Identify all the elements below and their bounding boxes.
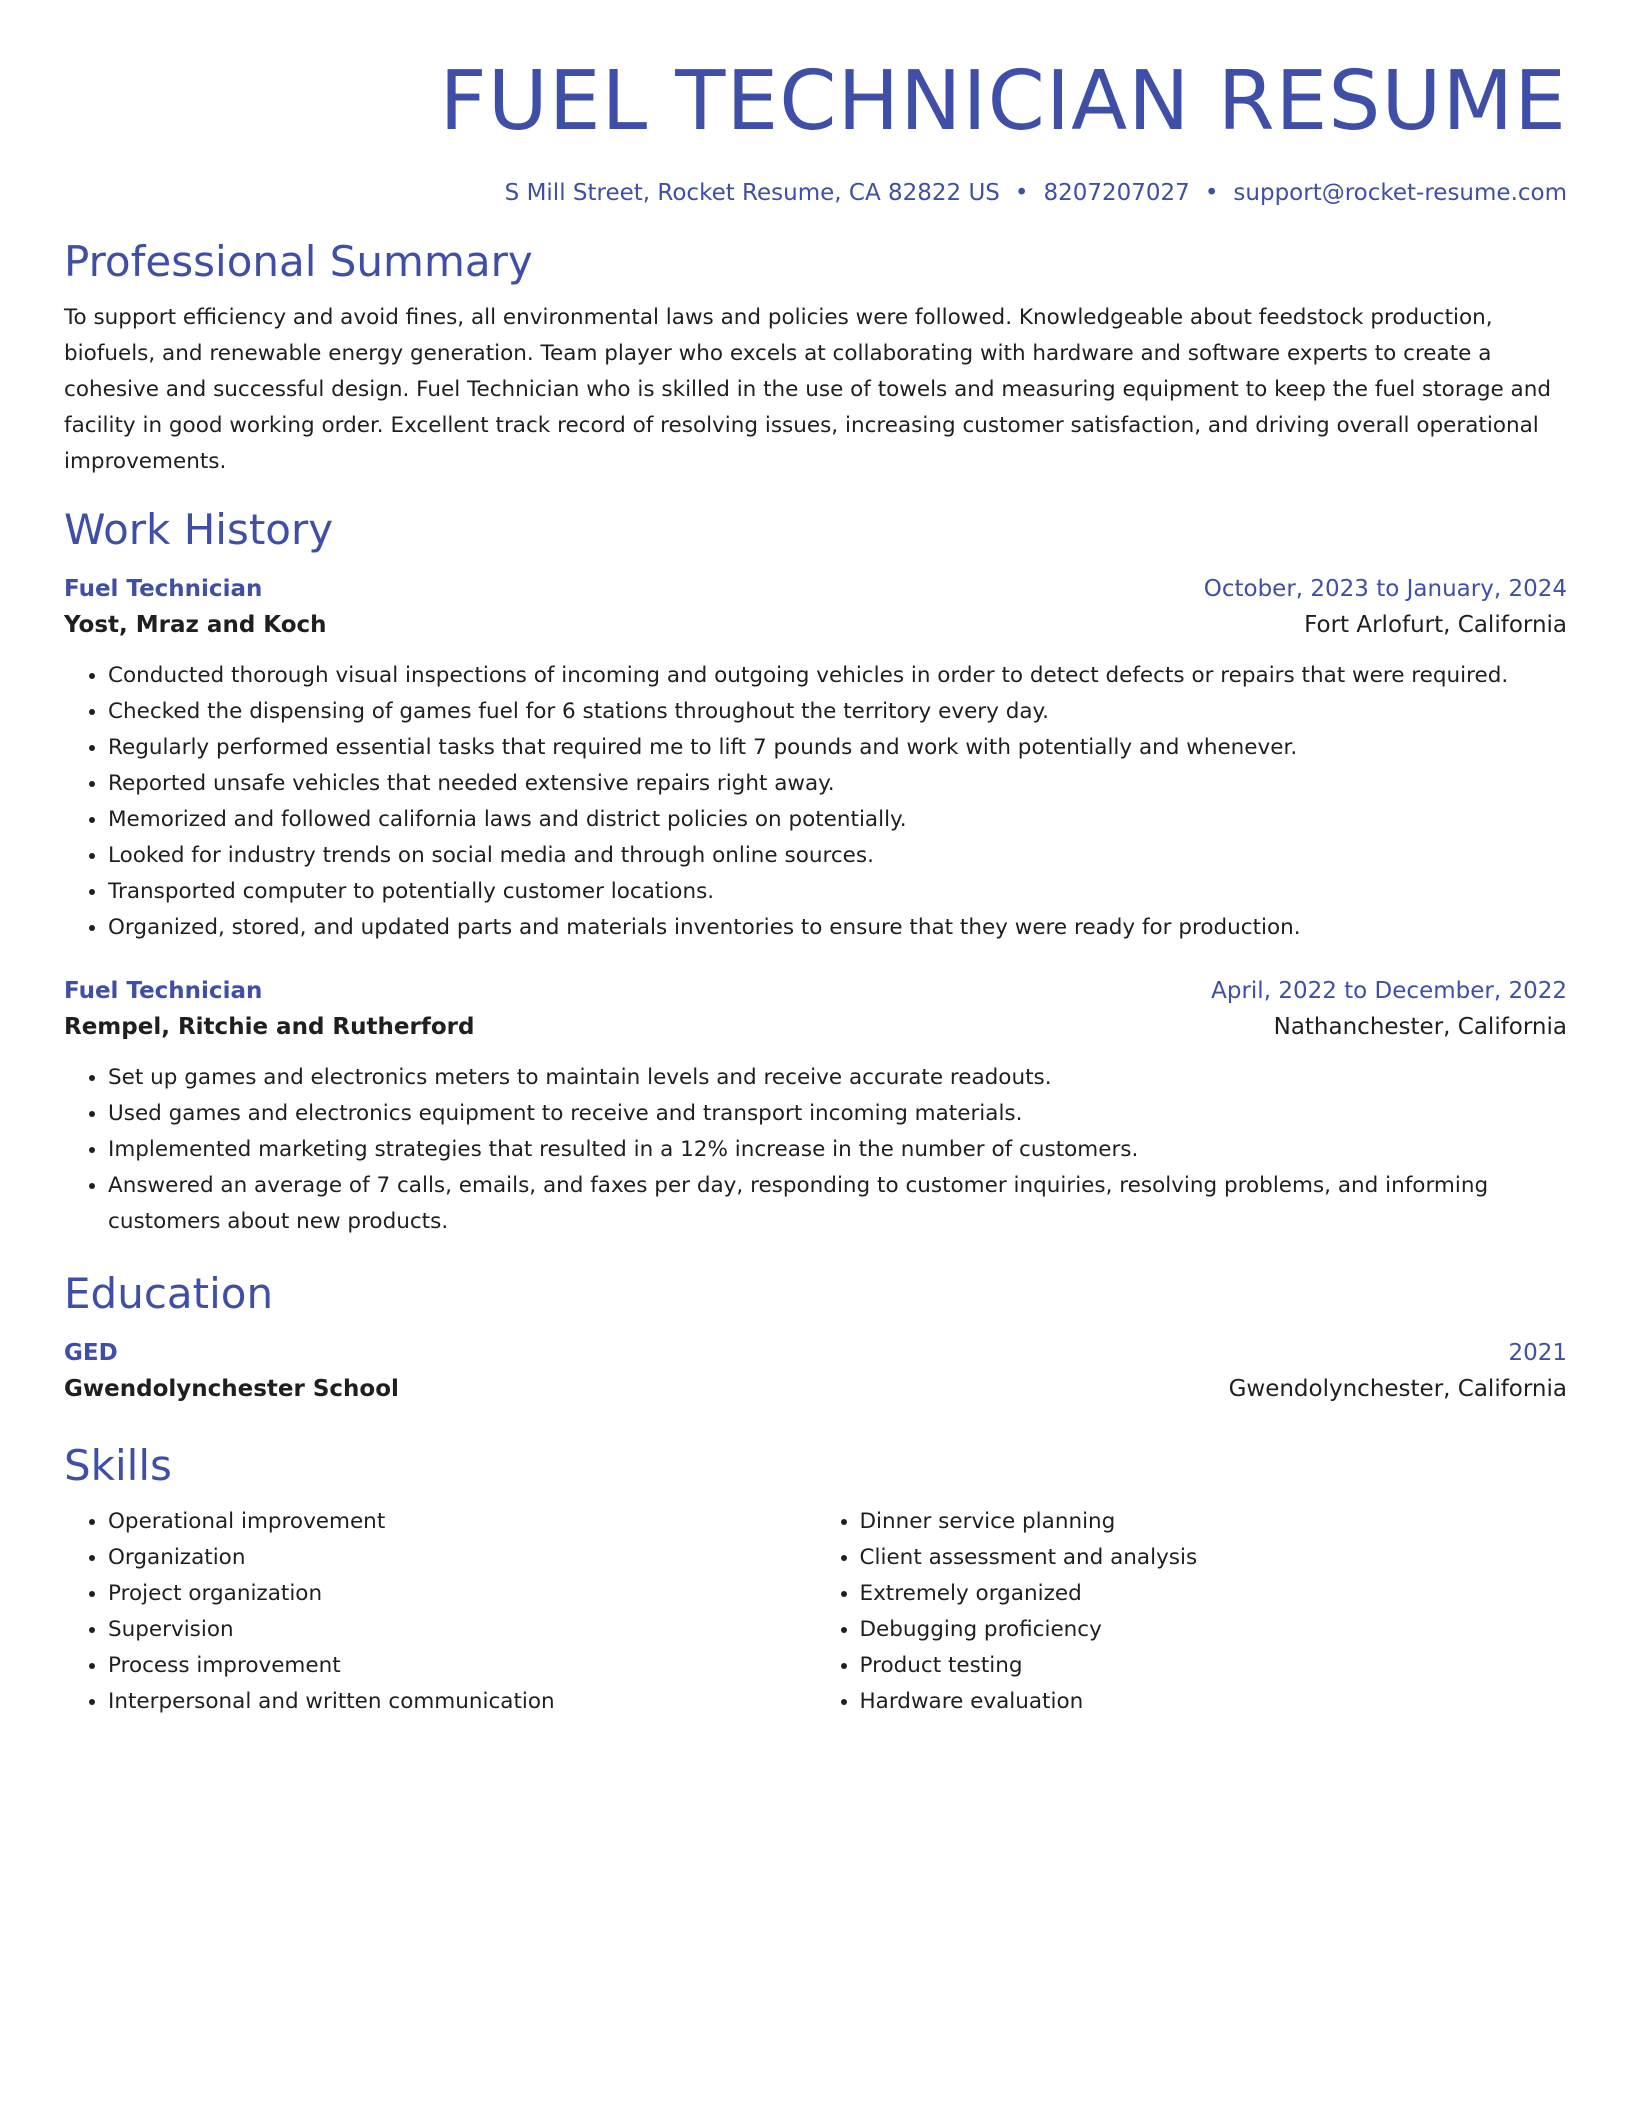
job-title-row: [64, 974, 1567, 1008]
job-employer: Yost, Mraz and Koch: [64, 612, 327, 638]
job-title: Fuel Technician: [64, 978, 263, 1004]
skills-list: [816, 1504, 1568, 1720]
skill-item: • Operational improvement: [108, 1504, 816, 1540]
job-duty-item: • Set up games and electronics meters to maintain levels and receive accurate readouts.: [108, 1060, 1567, 1096]
job-duty-item: • Conducted thorough visual inspections of incoming and outgoing vehicles in order to detect defects or repairs that were required.: [108, 658, 1567, 694]
job-dates: April, 2022 to December, 2022: [1211, 978, 1567, 1004]
contact-separator: •: [1204, 180, 1219, 206]
job-employer: Rempel, Ritchie and Rutherford: [64, 1014, 475, 1040]
skill-item: • Supervision: [108, 1612, 816, 1648]
skill-item: • Hardware evaluation: [860, 1684, 1568, 1720]
job-duties-list: [64, 1060, 1567, 1240]
skill-item: • Process improvement: [108, 1648, 816, 1684]
job-title-row: [64, 572, 1567, 606]
job-duty-item: • Looked for industry trends on social media and through online sources.: [108, 838, 1567, 874]
skill-item: • Interpersonal and written communication: [108, 1684, 816, 1720]
contact-address: S Mill Street, Rocket Resume, CA 82822 US: [504, 180, 1000, 206]
job-dates: October, 2023 to January, 2024: [1203, 576, 1567, 602]
skill-item: • Dinner service planning: [860, 1504, 1568, 1540]
job-location: Nathanchester, California: [1273, 1014, 1567, 1040]
work-history-heading: Work History: [64, 505, 334, 554]
job-duty-item: • Organized, stored, and updated parts and materials inventories to ensure that they were ready for production.: [108, 910, 1567, 946]
job-duty-item: • Reported unsafe vehicles that needed extensive repairs right away.: [108, 766, 1567, 802]
job-location: Fort Arlofurt, California: [1304, 612, 1567, 638]
skills-grid: [64, 1504, 1567, 1720]
skill-item: • Extremely organized: [860, 1576, 1568, 1612]
resume-title: FUEL TECHNICIAN RESUME: [439, 54, 1567, 149]
education-degree-row: [64, 1336, 1567, 1370]
education-degree: GED: [64, 1340, 118, 1366]
skill-item: • Project organization: [108, 1576, 816, 1612]
job-duties-list: [64, 658, 1567, 946]
skills-list: [64, 1504, 816, 1720]
skill-item: • Client assessment and analysis: [860, 1540, 1568, 1576]
job-duty-item: • Regularly performed essential tasks that required me to lift 7 pounds and work with potentially and whenever.: [108, 730, 1567, 766]
skill-item: • Product testing: [860, 1648, 1568, 1684]
skill-item: • Debugging proficiency: [860, 1612, 1568, 1648]
education-school-row: [64, 1370, 1567, 1408]
education-school: Gwendolynchester School: [64, 1376, 399, 1402]
contact-separator: •: [1014, 180, 1029, 206]
job-duty-item: • Transported computer to potentially customer locations.: [108, 874, 1567, 910]
contact-phone: 8207207027: [1043, 180, 1190, 206]
skills-column-right: [816, 1504, 1568, 1720]
contact-email: support@rocket-resume.com: [1233, 180, 1567, 206]
job-employer-row: [64, 1008, 1567, 1046]
education-entry: [64, 1336, 1567, 1408]
skill-item: • Organization: [108, 1540, 816, 1576]
job-title: Fuel Technician: [64, 576, 263, 602]
job-duty-item: • Memorized and followed california laws and district policies on potentially.: [108, 802, 1567, 838]
contact-line: [64, 178, 1567, 208]
job-duty-item: • Used games and electronics equipment to receive and transport incoming materials.: [108, 1096, 1567, 1132]
education-heading: Education: [64, 1269, 274, 1318]
job-entry: [64, 572, 1567, 946]
job-employer-row: [64, 606, 1567, 644]
education-year: 2021: [1508, 1340, 1567, 1366]
education-location: Gwendolynchester, California: [1228, 1376, 1567, 1402]
summary-heading: Professional Summary: [64, 237, 533, 286]
job-duty-item: • Answered an average of 7 calls, emails, and faxes per day, responding to customer inquiries, resolving problems, and informing customers about new products.: [108, 1168, 1567, 1240]
job-entry: [64, 974, 1567, 1240]
skills-column-left: [64, 1504, 816, 1720]
resume-header: [64, 52, 1567, 208]
job-duty-item: • Implemented marketing strategies that resulted in a 12% increase in the number of customers.: [108, 1132, 1567, 1168]
skills-heading: Skills: [64, 1441, 172, 1490]
job-duty-item: • Checked the dispensing of games fuel for 6 stations throughout the territory every day.: [108, 694, 1567, 730]
summary-text: To support efficiency and avoid fines, all environmental laws and policies were followed. Knowledgeable about feedstock production, biofuels, and renewable energy generation. Team player who excels at collaborating with hardware and software experts to create a cohesive and successful design. Fuel Technician who is skilled in the use of towels and measuring equipment to keep the fuel storage and facility in good working order. Excellent track record of resolving issues, increasing customer satisfaction, and driving overall operational improvements.: [64, 305, 1552, 474]
